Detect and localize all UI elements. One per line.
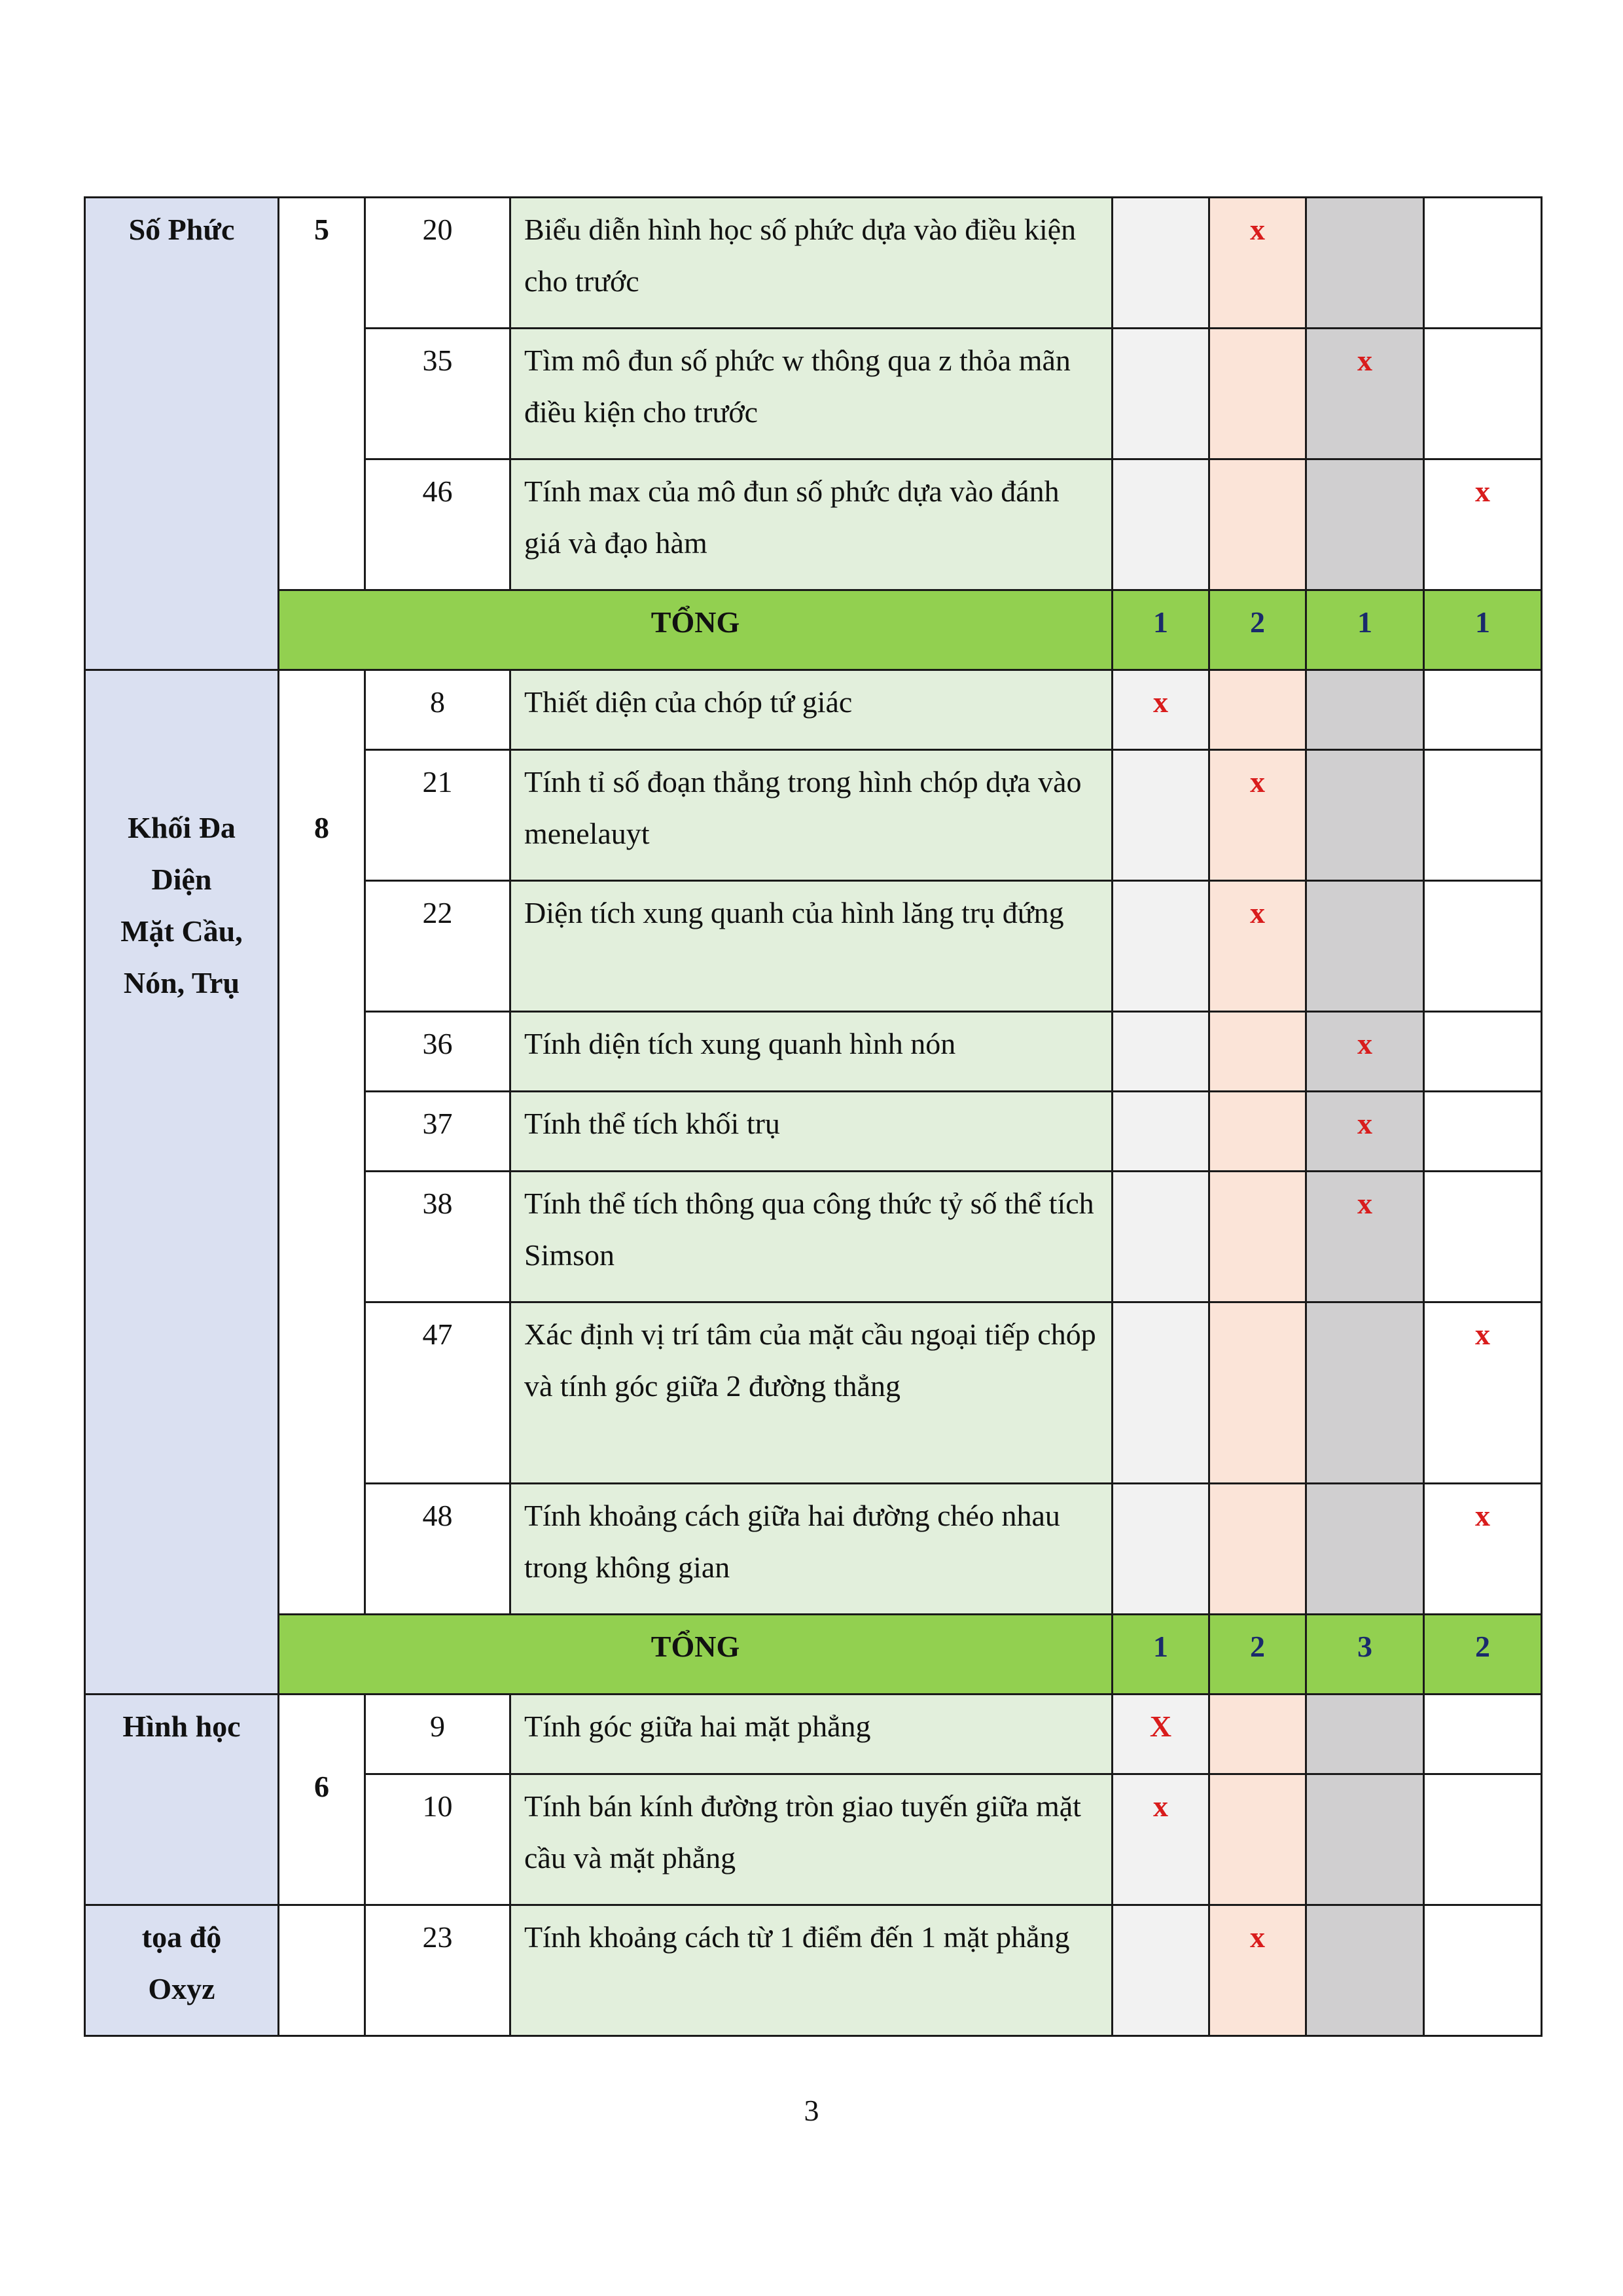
level-1-mark [1113,1302,1209,1484]
exam-matrix-table [84,196,1543,2037]
topic-cell [85,198,279,670]
level-4-mark [1424,881,1542,1012]
level-2-mark: x [1209,1905,1306,2036]
level-2-mark [1209,1695,1306,1774]
level-3-mark: x [1306,1092,1424,1172]
level-4-mark [1424,1695,1542,1774]
topic-line: Hình học [122,1710,241,1743]
topic-line: Mặt Cầu, [120,914,243,948]
level-1-mark [1113,881,1209,1012]
question-description: Tính tỉ số đoạn thẳng trong hình chóp dựa vào menelauyt [510,750,1113,881]
topic-line: Nón, Trụ [123,966,240,999]
total-level-1: 1 [1113,1615,1209,1695]
question-number: 46 [365,459,510,590]
level-1-mark: X [1113,1695,1209,1774]
level-4-mark [1424,329,1542,459]
table-row [85,670,1542,750]
level-1-mark [1113,1092,1209,1172]
level-1-mark [1113,1905,1209,2036]
question-description: Biểu diễn hình học số phức dựa vào điều kiện cho trước [510,198,1113,329]
level-3-mark [1306,750,1424,881]
question-number: 38 [365,1172,510,1302]
question-number: 22 [365,881,510,1012]
level-3-mark [1306,1695,1424,1774]
level-1-mark [1113,1172,1209,1302]
question-description: Tính bán kính đường tròn giao tuyến giữa mặt cầu và mặt phẳng [510,1774,1113,1905]
topic-cell [85,1905,279,2036]
question-number: 21 [365,750,510,881]
level-4-mark [1424,1012,1542,1092]
total-level-4: 1 [1424,590,1542,670]
topic-cell [85,1695,279,1905]
level-1-mark: x [1113,670,1209,750]
topic-line: Diện [151,863,212,896]
level-2-mark: x [1209,881,1306,1012]
level-3-mark [1306,881,1424,1012]
level-1-mark [1113,1012,1209,1092]
table-row [85,1695,1542,1774]
level-1-mark [1113,459,1209,590]
level-4-mark [1424,1905,1542,2036]
level-3-mark [1306,1774,1424,1905]
level-4-mark [1424,1092,1542,1172]
level-3-mark [1306,1905,1424,2036]
total-level-1: 1 [1113,590,1209,670]
level-2-mark [1209,329,1306,459]
question-number: 35 [365,329,510,459]
question-number: 36 [365,1012,510,1092]
question-number: 20 [365,198,510,329]
level-2-mark [1209,1484,1306,1615]
level-1-mark [1113,1484,1209,1615]
total-label: TỔNG [279,1615,1113,1695]
count-cell: 5 [279,198,365,590]
table-row [85,1905,1542,2036]
count-cell: 6 [279,1695,365,1905]
level-2-mark [1209,1012,1306,1092]
level-2-mark [1209,1774,1306,1905]
level-3-mark [1306,670,1424,750]
level-1-mark [1113,329,1209,459]
question-description: Tính khoảng cách từ 1 điểm đến 1 mặt phẳng [510,1905,1113,2036]
topic-line: Khối Đa [128,811,236,844]
level-2-mark [1209,459,1306,590]
level-4-mark: x [1424,459,1542,590]
question-number: 10 [365,1774,510,1905]
level-3-mark: x [1306,1172,1424,1302]
total-level-2: 2 [1209,590,1306,670]
level-1-mark: x [1113,1774,1209,1905]
question-description: Tính diện tích xung quanh hình nón [510,1012,1113,1092]
total-row [85,590,1542,670]
table-row [85,198,1542,329]
level-3-mark: x [1306,1012,1424,1092]
count-cell: 8 [279,670,365,1615]
level-2-mark [1209,1302,1306,1484]
level-3-mark [1306,459,1424,590]
question-number: 9 [365,1695,510,1774]
total-row [85,1615,1542,1695]
count-cell [279,1905,365,2036]
level-2-mark [1209,1092,1306,1172]
level-4-mark [1424,750,1542,881]
level-4-mark [1424,198,1542,329]
question-number: 8 [365,670,510,750]
question-description: Diện tích xung quanh của hình lăng trụ đứng [510,881,1113,1012]
level-2-mark [1209,670,1306,750]
level-4-mark [1424,1172,1542,1302]
level-2-mark: x [1209,198,1306,329]
question-number: 48 [365,1484,510,1615]
level-4-mark: x [1424,1302,1542,1484]
question-number: 23 [365,1905,510,2036]
question-description: Thiết diện của chóp tứ giác [510,670,1113,750]
level-2-mark [1209,1172,1306,1302]
level-3-mark [1306,198,1424,329]
total-label: TỔNG [279,590,1113,670]
question-description: Tìm mô đun số phức w thông qua z thỏa mãn điều kiện cho trước [510,329,1113,459]
total-level-2: 2 [1209,1615,1306,1695]
level-1-mark [1113,750,1209,881]
level-1-mark [1113,198,1209,329]
level-3-mark [1306,1302,1424,1484]
topic-line: Số Phức [128,213,235,246]
total-level-3: 1 [1306,590,1424,670]
topic-line: tọa độ [141,1920,222,1954]
topic-cell [85,670,279,1695]
total-level-4: 2 [1424,1615,1542,1695]
level-3-mark [1306,1484,1424,1615]
level-4-mark [1424,670,1542,750]
level-4-mark: x [1424,1484,1542,1615]
question-description: Tính góc giữa hai mặt phẳng [510,1695,1113,1774]
question-description: Tính max của mô đun số phức dựa vào đánh giá và đạo hàm [510,459,1113,590]
question-description: Tính thể tích khối trụ [510,1092,1113,1172]
page-number: 3 [804,2094,819,2127]
level-3-mark: x [1306,329,1424,459]
question-number: 47 [365,1302,510,1484]
level-2-mark: x [1209,750,1306,881]
question-description: Tính thể tích thông qua công thức tỷ số thể tích Simson [510,1172,1113,1302]
topic-line: Oxyz [148,1972,215,2005]
question-number: 37 [365,1092,510,1172]
level-4-mark [1424,1774,1542,1905]
question-description: Tính khoảng cách giữa hai đường chéo nhau trong không gian [510,1484,1113,1615]
question-description: Xác định vị trí tâm của mặt cầu ngoại tiếp chóp và tính góc giữa 2 đường thẳng [510,1302,1113,1484]
total-level-3: 3 [1306,1615,1424,1695]
